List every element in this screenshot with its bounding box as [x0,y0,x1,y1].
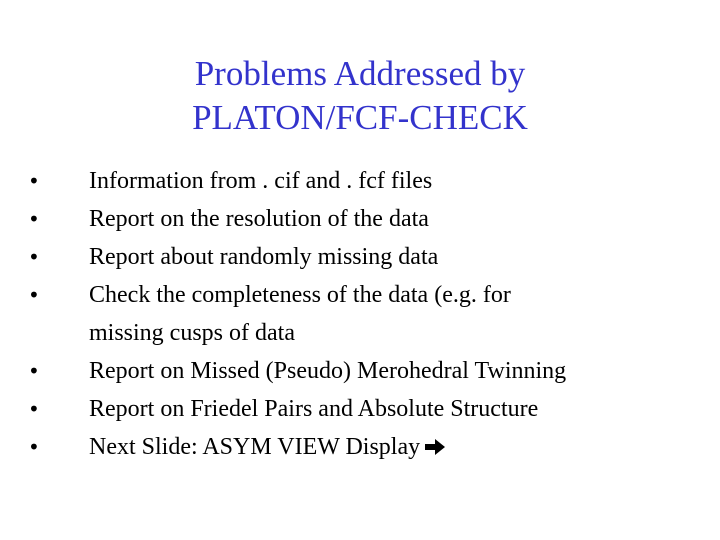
next-slide-text: Next Slide: ASYM VIEW Display [89,434,421,460]
bullet-text-with-arrow [89,428,720,468]
bullet-item [0,200,720,238]
bullet-text: Report on the resolution of the data [89,206,429,232]
bullet-dot-icon: • [28,207,40,231]
right-arrow-icon [424,430,446,468]
bullet-item [0,276,720,352]
bullet-dot-icon: • [28,397,40,421]
bullet-dot-icon: • [28,169,40,193]
bullet-text-continued: missing cusps of data [89,320,295,346]
bullet-text: Report on Friedel Pairs and Absolute Structure [89,396,539,422]
slide-title [80,52,640,140]
bullet-item [0,352,720,390]
bullet-text: Report about randomly missing data [89,244,439,270]
bullet-text: Information from . cif and . fcf files [89,168,433,194]
bullet-dot-icon: • [28,435,40,459]
bullet-item [0,238,720,276]
title-line-1: Problems Addressed by [194,54,526,93]
bullet-list [0,162,720,468]
bullet-dot-icon: • [28,283,40,307]
bullet-text: Report on Missed (Pseudo) Merohedral Twinning [89,358,567,384]
bullet-item [0,428,720,468]
bullet-dot-icon: • [28,359,40,383]
bullet-dot-icon: • [28,245,40,269]
bullet-item [0,390,720,428]
bullet-text: Check the completeness of the data (e.g. for [89,282,511,308]
title-line-2: PLATON/FCF-CHECK [192,98,528,137]
bullet-item [0,162,720,200]
